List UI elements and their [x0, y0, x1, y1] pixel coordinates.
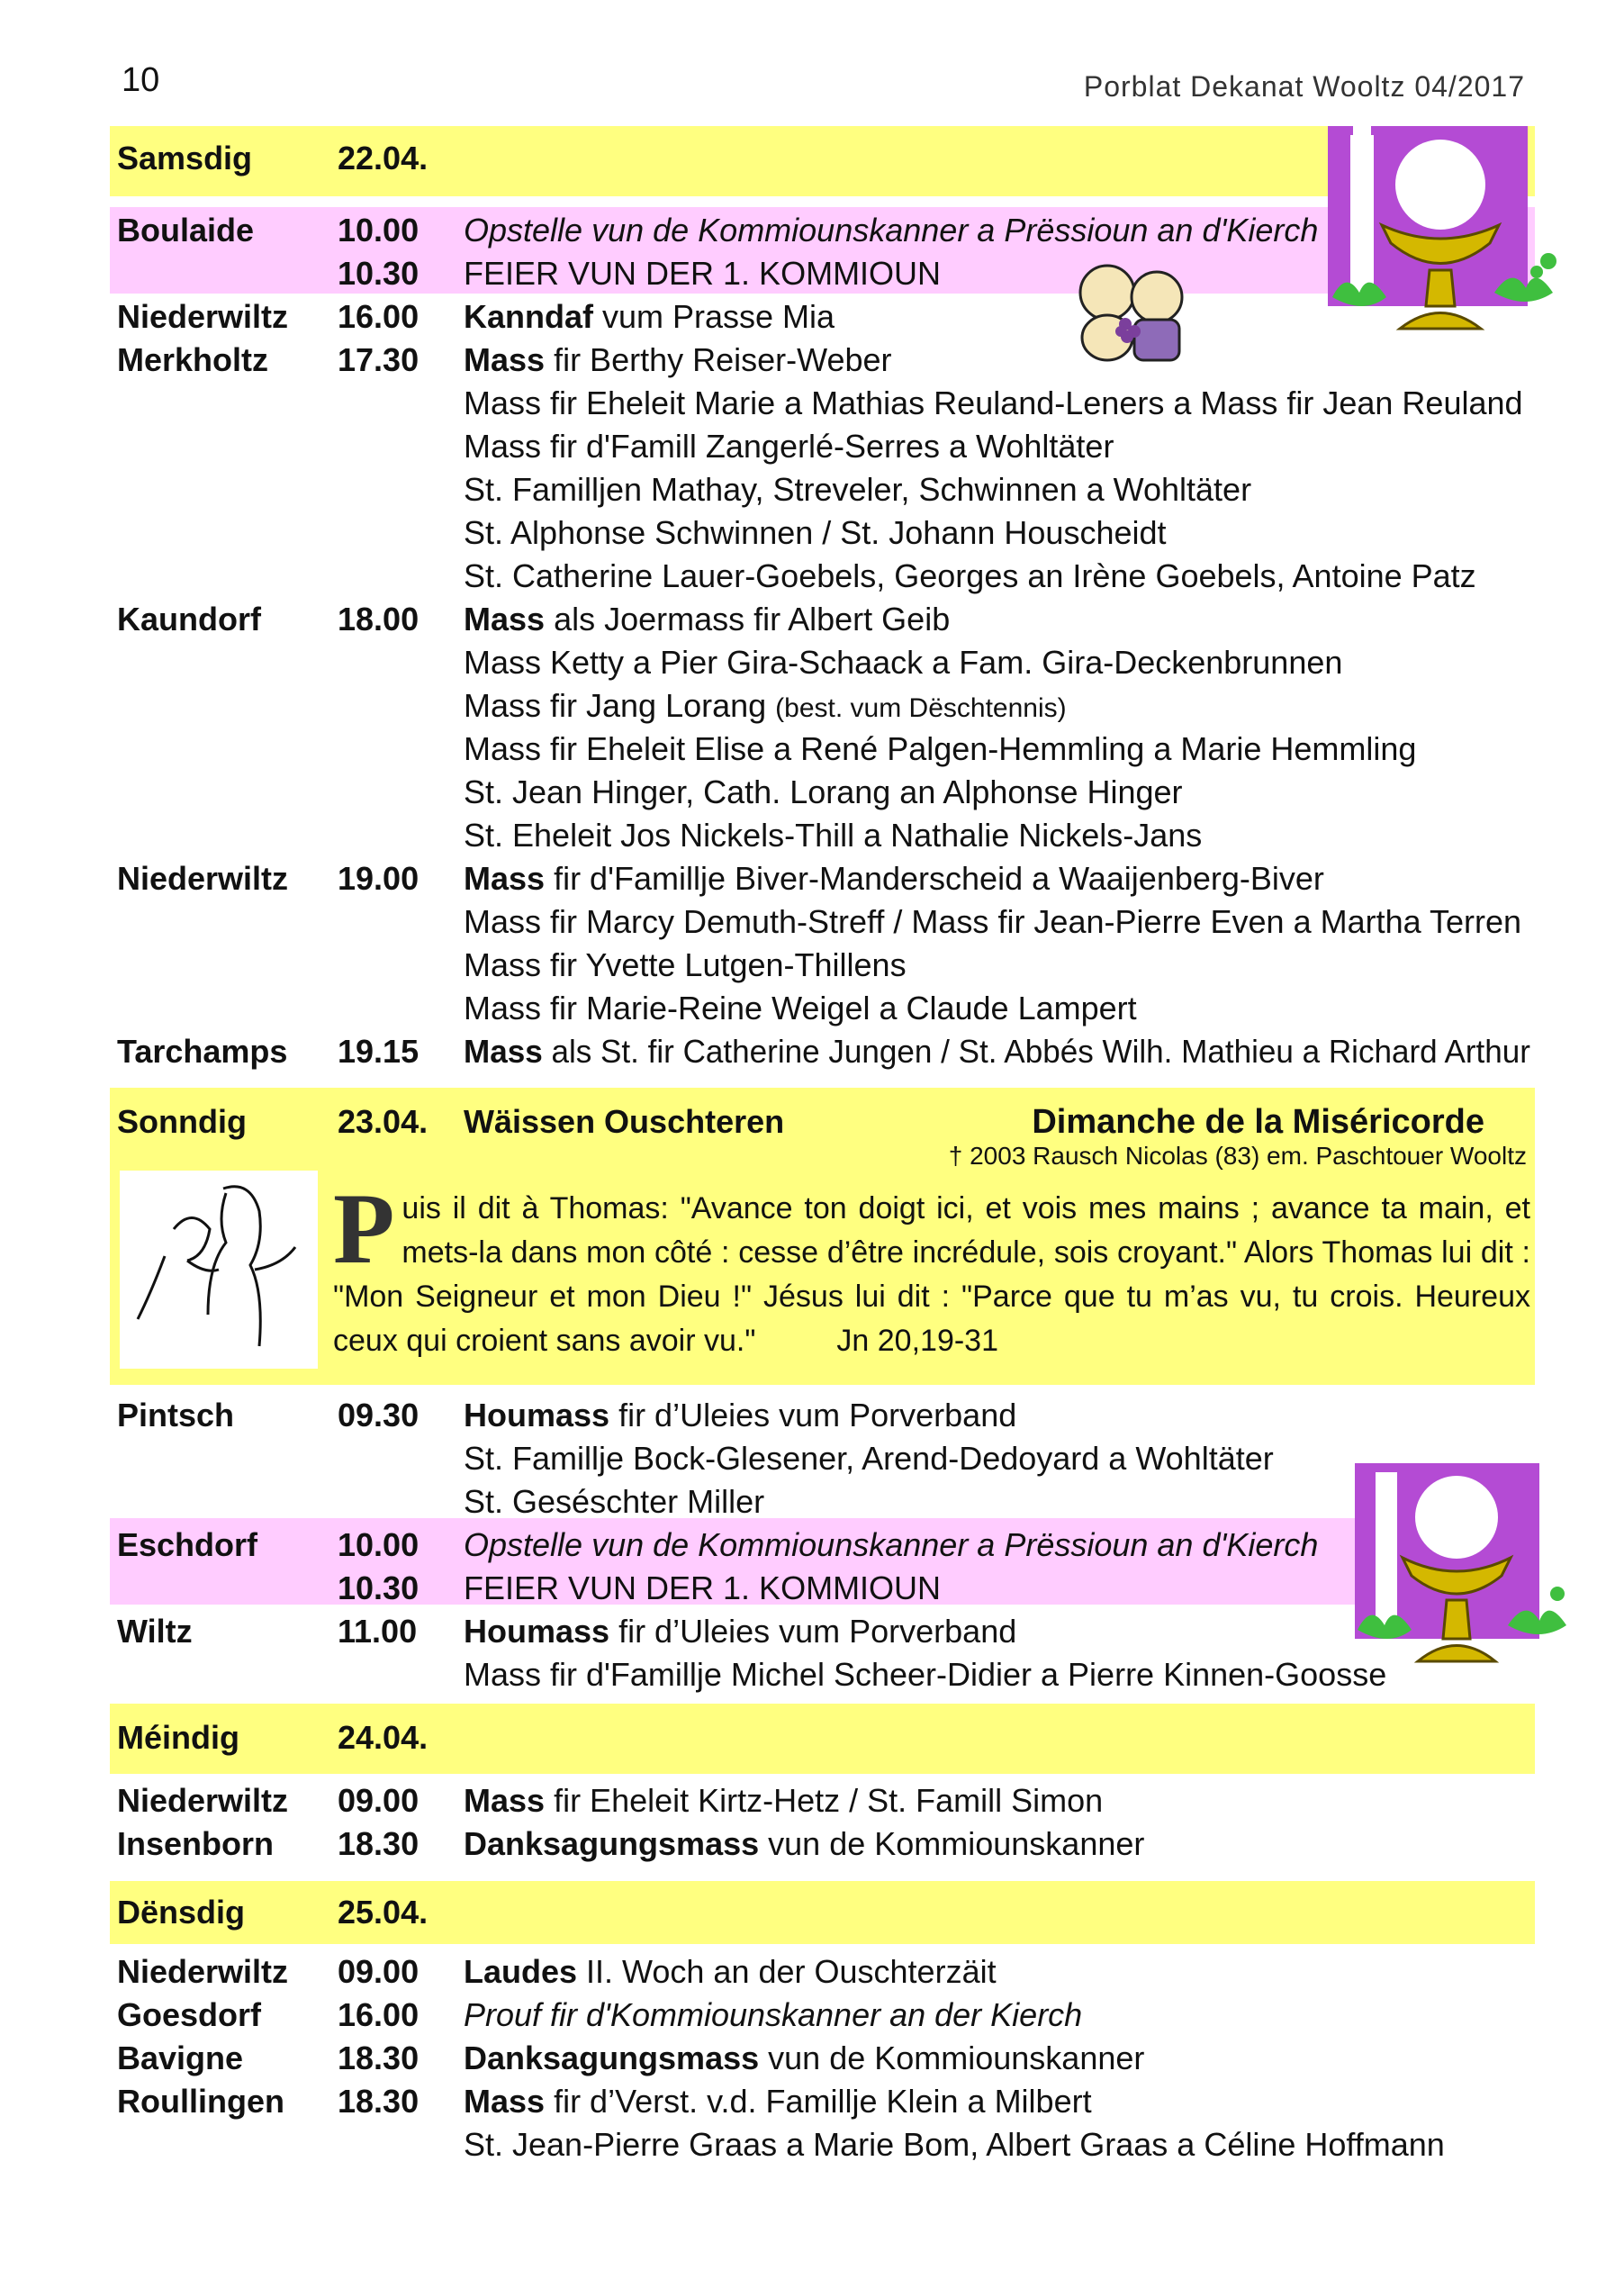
schedule-row	[117, 468, 1539, 511]
service-type: Kanndaf	[464, 298, 593, 335]
location: Wiltz	[117, 1613, 193, 1650]
schedule-row	[117, 339, 1539, 382]
intention-text: fir d’Verst. v.d. Famillje Klein a Milbert	[545, 2083, 1092, 2120]
description	[464, 1567, 941, 1610]
sunday-title-french: Dimanche de la Miséricorde	[1032, 1103, 1484, 1141]
service-type: Houmass	[464, 1613, 610, 1650]
intention-text: St. Geséschter Miller	[464, 1483, 765, 1520]
intention-text: Mass fir d'Famillje Michel Scheer-Didier a Pierre Kinnen-Goosse	[464, 1656, 1387, 1693]
description	[464, 511, 1167, 555]
intention-text: fir d’Uleies vum Porverband	[609, 1397, 1017, 1433]
time: 18.30	[338, 2083, 420, 2120]
description	[464, 987, 1137, 1030]
description	[464, 2080, 1092, 2123]
service-type: Mass	[464, 601, 546, 638]
schedule-row	[117, 382, 1539, 425]
schedule-row	[117, 1994, 1539, 2037]
time: 16.00	[338, 1996, 420, 2033]
intention-text: Mass fir Jang Lorang	[464, 687, 776, 724]
schedule-row	[117, 1779, 1539, 1822]
schedule-row	[117, 2080, 1539, 2123]
description	[464, 900, 1521, 944]
schedule-row	[117, 598, 1539, 641]
intention-text: vum Prasse Mia	[593, 298, 835, 335]
description	[464, 339, 892, 382]
description	[464, 1437, 1274, 1480]
time: 10.00	[338, 1526, 420, 1563]
schedule-row	[117, 1610, 1539, 1653]
description	[464, 382, 1523, 425]
intention-text: als Joermass fir Albert Geib	[545, 601, 951, 638]
service-type: Danksagungsmass	[464, 2039, 760, 2076]
service-type: Laudes	[464, 1953, 578, 1990]
schedule-row	[117, 1524, 1539, 1567]
location: Roullingen	[117, 2083, 284, 2120]
service-type: Mass	[464, 341, 546, 378]
publication-title: Porblat Dekanat Wooltz 04/2017	[1083, 70, 1525, 103]
service-type: Mass	[464, 860, 546, 897]
day-header-samsdig	[117, 137, 1539, 180]
intention-text: Mass fir Eheleit Marie a Mathias Reuland-Leners a Mass fir Jean Reuland	[464, 384, 1523, 421]
location: Boulaide	[117, 212, 255, 249]
description	[464, 555, 1476, 598]
schedule-row	[117, 252, 1539, 295]
day-date: 22.04.	[338, 140, 429, 176]
sunday-title: Wäissen Ouschteren	[464, 1103, 785, 1140]
description	[464, 641, 1342, 684]
schedule-row	[117, 555, 1539, 598]
description	[464, 857, 1324, 900]
intention-text: Mass fir Marie-Reine Weigel a Claude Lampert	[464, 990, 1137, 1026]
schedule-row	[117, 209, 1539, 252]
intention-text: fir Berthy Reiser-Weber	[545, 341, 892, 378]
intention-text: St. Alphonse Schwinnen / St. Johann Houscheidt	[464, 514, 1167, 551]
location: Merkholtz	[117, 341, 269, 378]
location: Niederwiltz	[117, 298, 289, 335]
intention-text: St. Familljen Mathay, Streveler, Schwinnen a Wohltäter	[464, 471, 1252, 508]
schedule-row	[117, 728, 1539, 771]
description	[464, 2037, 1144, 2080]
gospel-quote	[333, 1173, 1530, 1376]
intention-text: Mass fir d'Famill Zangerlé-Serres a Wohltäter	[464, 428, 1114, 465]
schedule-row	[117, 1480, 1539, 1524]
time: 18.30	[338, 1825, 420, 1862]
intention-text: Prouf fir d'Kommiounskanner an der Kierch	[464, 1996, 1083, 2033]
schedule-row	[117, 425, 1539, 468]
service-type: Mass	[464, 1033, 543, 1070]
time: 09.00	[338, 1953, 420, 1990]
intention-text: Opstelle vun de Kommiounskanner a Prëssioun an d'Kierch	[464, 1526, 1319, 1563]
service-type: Houmass	[464, 1397, 610, 1433]
schedule-row	[117, 857, 1539, 900]
day-name: Dënsdig	[117, 1894, 246, 1931]
description	[464, 468, 1251, 511]
time: 11.00	[338, 1613, 418, 1650]
schedule-row	[117, 1394, 1539, 1437]
location: Bavigne	[117, 2039, 244, 2076]
schedule-row	[117, 771, 1539, 814]
description	[464, 1950, 997, 1994]
time: 09.30	[338, 1397, 420, 1433]
thomas-jesus-illustration	[120, 1171, 318, 1369]
description	[464, 1779, 1103, 1822]
intention-text: vun de Kommiounskanner	[759, 2039, 1145, 2076]
schedule-row	[117, 1653, 1539, 1696]
intention-text: St. Eheleit Jos Nickels-Thill a Nathalie Nickels-Jans	[464, 817, 1203, 854]
description	[464, 1822, 1144, 1866]
intention-text: Mass fir Eheleit Elise a René Palgen-Hemmling a Marie Hemmling	[464, 730, 1417, 767]
day-name: Méindig	[117, 1719, 239, 1756]
intention-text: fir d'Famillje Biver-Manderscheid a Waaijenberg-Biver	[545, 860, 1324, 897]
intention-text: vun de Kommiounskanner	[759, 1825, 1145, 1862]
time: 18.00	[338, 601, 420, 638]
intention-text: Mass Ketty a Pier Gira-Schaack a Fam. Gira-Deckenbrunnen	[464, 644, 1343, 681]
service-type: Danksagungsmass	[464, 1825, 760, 1862]
location: Goesdorf	[117, 1996, 262, 2033]
intention-text: fir Eheleit Kirtz-Hetz / St. Famill Simon	[545, 1782, 1104, 1819]
page-number: 10	[122, 61, 160, 99]
intention-note: (best. vum Dëschtennis)	[775, 693, 1067, 723]
schedule-row	[117, 641, 1539, 684]
day-date: 25.04.	[338, 1894, 429, 1931]
description	[464, 684, 1067, 730]
time: 10.00	[338, 212, 420, 249]
location: Niederwiltz	[117, 860, 289, 897]
description	[464, 598, 950, 641]
service-type: FEIER VUN DER 1. KOMMIOUN	[464, 1569, 942, 1606]
description	[464, 1480, 764, 1524]
location: Pintsch	[117, 1397, 235, 1433]
description	[464, 944, 907, 987]
day-date: 23.04.	[338, 1103, 429, 1140]
intention-text: Mass fir Marcy Demuth-Streff / Mass fir Jean-Pierre Even a Martha Terren	[464, 903, 1522, 940]
day-name: Sonndig	[117, 1103, 247, 1140]
description	[464, 1610, 1016, 1653]
time: 19.15	[338, 1033, 420, 1070]
location: Eschdorf	[117, 1526, 258, 1563]
description	[464, 1994, 1082, 2037]
day-date: 24.04.	[338, 1719, 429, 1756]
schedule-row	[117, 1822, 1539, 1866]
intention-text: fir d’Uleies vum Porverband	[609, 1613, 1017, 1650]
description	[464, 1030, 1530, 1073]
description	[464, 1524, 1318, 1567]
description	[464, 1653, 1386, 1696]
service-type: Mass	[464, 1782, 546, 1819]
schedule-row	[117, 1437, 1539, 1480]
description	[464, 2123, 1445, 2166]
day-name: Samsdig	[117, 140, 253, 176]
description	[464, 814, 1202, 857]
location: Niederwiltz	[117, 1953, 289, 1990]
service-type: Mass	[464, 2083, 546, 2120]
service-type: FEIER VUN DER 1. KOMMIOUN	[464, 255, 942, 292]
quote-reference: Jn 20,19-31	[836, 1324, 999, 1358]
schedule-row	[117, 1950, 1539, 1994]
description	[464, 252, 941, 295]
description	[464, 771, 1183, 814]
schedule-row	[117, 2037, 1539, 2080]
time: 10.30	[338, 1569, 420, 1606]
intention-text: Opstelle vun de Kommiounskanner a Prëssioun an d'Kierch	[464, 212, 1319, 249]
time: 09.00	[338, 1782, 420, 1819]
intention-text: St. Jean-Pierre Graas a Marie Bom, Albert Graas a Céline Hoffmann	[464, 2126, 1445, 2163]
day-header-meindig	[117, 1716, 1539, 1759]
time: 17.30	[338, 341, 420, 378]
schedule-row	[117, 1030, 1539, 1073]
location: Tarchamps	[117, 1033, 288, 1070]
schedule-row	[117, 987, 1539, 1030]
schedule-row	[117, 900, 1539, 944]
schedule-row	[117, 684, 1539, 728]
intention-text: als St. fir Catherine Jungen / St. Abbés Wilh. Mathieu a Richard Arthur	[542, 1033, 1530, 1070]
intention-text: Mass fir Yvette Lutgen-Thillens	[464, 946, 907, 983]
location: Kaundorf	[117, 601, 261, 638]
schedule-row	[117, 944, 1539, 987]
description	[464, 209, 1318, 252]
intention-text: II. Woch an der Ouschterzäit	[577, 1953, 997, 1990]
time: 18.30	[338, 2039, 420, 2076]
intention-text: St. Catherine Lauer-Goebels, Georges an Irène Goebels, Antoine Patz	[464, 557, 1476, 594]
schedule-row	[117, 814, 1539, 857]
time: 10.30	[338, 255, 420, 292]
location: Insenborn	[117, 1825, 275, 1862]
quote-text: uis il dit à Thomas: "Avance ton doigt ici, et vois mes mains ; avance ta main, et mets-la dans mon côté : cesse d’être incrédule, sois croyant." Alors Thomas lui dit : "Mon Seigneur et mon Dieu !" Jésus lui dit : "Parce que tu m’as vu, tu crois. Heureux ceux qui croient sans avoir vu."	[333, 1191, 1530, 1358]
schedule-row	[117, 295, 1539, 339]
intention-text: St. Famillje Bock-Glesener, Arend-Dedoyard a Wohltäter	[464, 1440, 1274, 1477]
day-header-densdig	[117, 1891, 1539, 1934]
intention-text: St. Jean Hinger, Cath. Lorang an Alphonse Hinger	[464, 773, 1183, 810]
time: 19.00	[338, 860, 420, 897]
schedule-row	[117, 511, 1539, 555]
location: Niederwiltz	[117, 1782, 289, 1819]
description	[464, 1394, 1016, 1437]
description	[464, 728, 1416, 771]
death-anniversary-note: † 2003 Rausch Nicolas (83) em. Paschtouer Wooltz	[948, 1142, 1527, 1170]
time: 16.00	[338, 298, 420, 335]
schedule-row	[117, 1567, 1539, 1610]
quote-dropcap: P	[333, 1173, 395, 1285]
description	[464, 295, 835, 339]
schedule-row	[117, 2123, 1539, 2166]
description	[464, 425, 1114, 468]
